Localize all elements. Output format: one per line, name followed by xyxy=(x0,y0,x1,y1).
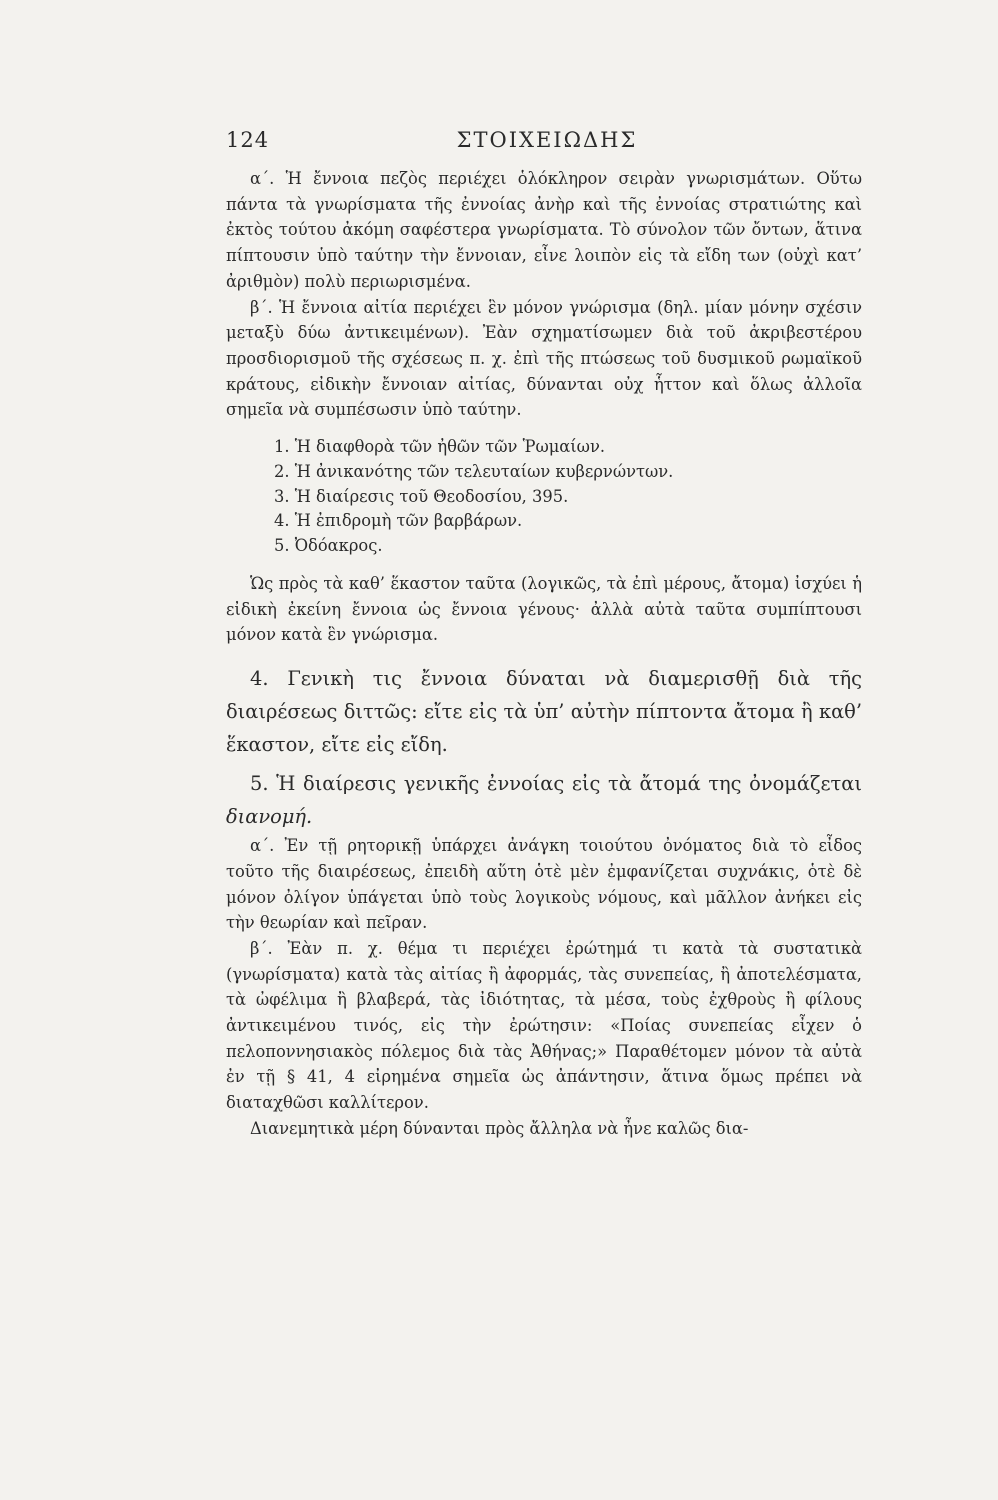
page-number: 124 xyxy=(226,128,270,152)
paragraph-kath-ekaston: Ὡς πρὸς τὰ καθ’ ἕκαστον ταῦτα (λογικῶς, τὰ ἐπὶ μέρους, ἄτομα) ἰσχύει ἡ εἰδικὴ ἐκείνη ἔννοια ὡς ἔννοια γένους· ἀλλὰ αὐτὰ ταῦτα συμπίπτουσι μόνον κατὰ ἓν γνώρισμα. xyxy=(226,574,862,645)
list-item: 2. Ἡ ἀνικανότης τῶν τελευταίων κυβερνώντων. xyxy=(274,461,674,481)
list-item: 5. Ὀδόακρος. xyxy=(274,536,383,556)
causes-list xyxy=(274,435,862,559)
running-title: ΣΤΟΙΧΕΙΩΔΗΣ xyxy=(456,128,638,152)
section-5-paragraph xyxy=(226,767,862,833)
term-dianome: διανομή. xyxy=(226,805,313,829)
section-4-paragraph: 4. Γενικὴ τις ἔννοια δύναται νὰ διαμερισθῇ διὰ τῆς διαιρέσεως διττῶς: εἴτε εἰς τὰ ὑπ’ αὐτὴν πίπτοντα ἄτομα ἢ καθ’ ἕκαστον, εἴτε εἰς εἴδη. xyxy=(226,667,862,757)
paragraph-beta-aitia: β΄. Ἡ ἔννοια αἰτία περιέχει ἓν μόνον γνώρισμα (δηλ. μίαν μόνην σχέσιν μεταξὺ δύω ἀντικειμένων). Ἐὰν σχηματίσωμεν διὰ τοῦ ἀκριβεστέρου προσδιορισμοῦ τῆς σχέσεως π. χ. ἐπὶ τῆς πτώσεως τοῦ δυσμικοῦ ρωμαϊκοῦ κράτους, εἰδικὴν ἔννοιαν αἰτίας, δύνανται οὐχ ἧττον καὶ ὅλως ἀλλοῖα σημεῖα νὰ συμπέσωσιν ὑπὸ ταύτην. xyxy=(226,297,862,420)
list-item: 4. Ἡ ἐπιδρομὴ τῶν βαρβάρων. xyxy=(274,511,523,531)
list-item: 1. Ἡ διαφθορὰ τῶν ἠθῶν τῶν Ῥωμαίων. xyxy=(274,437,606,457)
paragraph-dianemetika: Διανεμητικὰ μέρη δύνανται πρὸς ἄλληλα νὰ ἦνε καλῶς δια- xyxy=(250,1118,749,1138)
section-5-text: 5. Ἡ διαίρεσις γενικῆς ἐννοίας εἰς τὰ ἄτομά της ὀνομάζεται xyxy=(250,772,862,796)
page-body xyxy=(226,166,862,1142)
paragraph-alpha-pezos: α΄. Ἡ ἔννοια πεζὸς περιέχει ὁλόκληρον σειρὰν γνωρισμάτων. Οὕτω πάντα τὰ γνωρίσματα τῆς ἐννοίας ἀνὴρ καὶ τῆς ἐννοίας στρατιώτης καὶ ἐκτὸς τούτου ἀκόμη σαφέστερα γνωρίσματα. Τὸ σύνολον τῶν ὄντων, ἅτινα πίπτουσιν ὑπὸ ταύτην τὴν ἔννοιαν, εἶνε λοιπὸν εἰς τὰ εἴδη των (οὐχὶ κατ’ ἀριθμὸν) πολὺ περιωρισμένα. xyxy=(226,169,862,291)
page-header xyxy=(226,128,868,158)
list-item: 3. Ἡ διαίρεσις τοῦ Θεοδοσίου, 395. xyxy=(274,486,569,506)
paragraph-beta-example: β΄. Ἐὰν π. χ. θέμα τι περιέχει ἐρώτημά τι κατὰ τὰ συστατικὰ (γνωρίσματα) κατὰ τὰς αἰτίας ἢ ἀφορμάς, τὰς συνεπείας, ἢ ἀποτελέσματα, τὰ ὠφέλιμα ἢ βλαβερά, τὰς ἰδιότητας, τὰ μέσα, τοὺς ἐχθροὺς ἢ φίλους ἀντικειμένου τινός, εἰς τὴν ἐρώτησιν: «Ποίας συνεπείας εἶχεν ὁ πελοποννησιακὸς πόλεμος διὰ τὰς Ἀθήνας;» Παραθέτομεν μόνον τὰ αὐτὰ ἐν τῇ § 41, 4 εἰρημένα σημεῖα ὡς ἀπάντησιν, ἅτινα ὅμως πρέπει νὰ διαταχθῶσι καλλίτερον. xyxy=(226,938,862,1113)
paragraph-alpha-rhetoric: α΄. Ἐν τῇ ρητορικῇ ὑπάρχει ἀνάγκη τοιούτου ὀνόματος διὰ τὸ εἶδος τοῦτο τῆς διαιρέσεως, ἐπειδὴ αὕτη ὁτὲ μὲν ἐμφανίζεται συχνάκις, ὁτὲ δὲ μόνον ὀλίγον ὑπάγεται ὑπὸ τοὺς λογικοὺς νόμους, καὶ μᾶλλον ἀνήκει εἰς τὴν θεωρίαν καὶ πεῖραν. xyxy=(226,836,862,933)
